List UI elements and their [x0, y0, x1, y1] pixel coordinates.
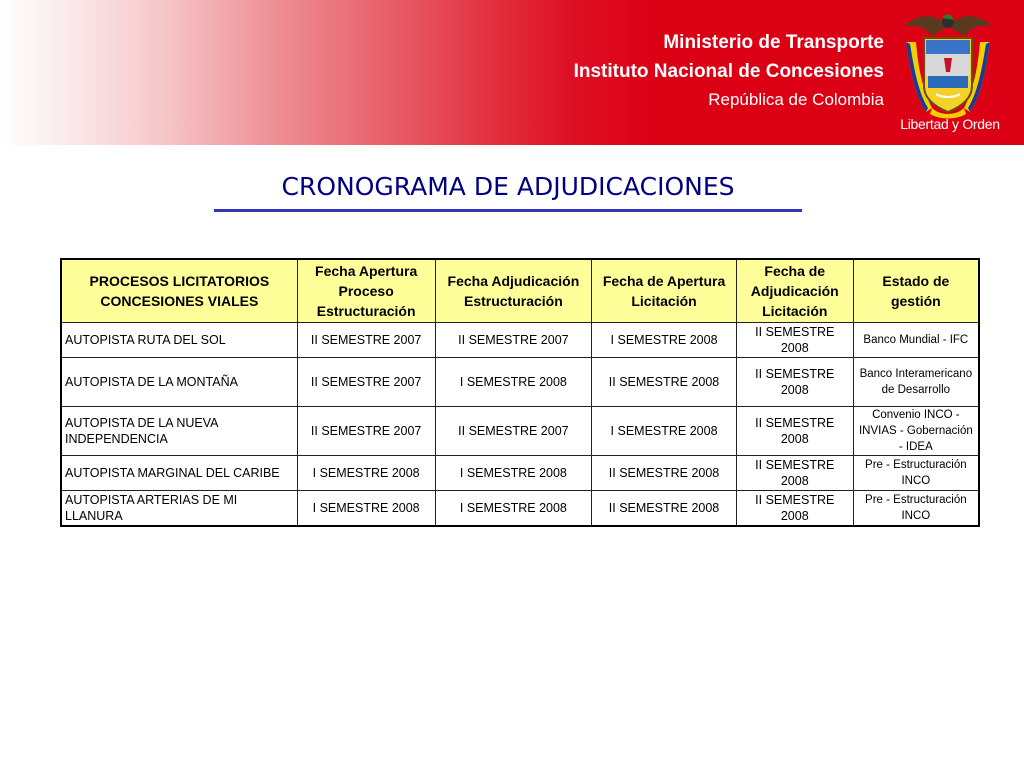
- cell-structuring-award: II SEMESTRE 2007: [435, 407, 592, 456]
- country-name: República de Colombia: [708, 90, 884, 109]
- cell-tender-award: II SEMESTRE 2008: [736, 323, 853, 358]
- cell-structuring-opening: II SEMESTRE 2007: [297, 407, 435, 456]
- cell-structuring-opening: I SEMESTRE 2008: [297, 491, 435, 527]
- cell-process: AUTOPISTA MARGINAL DEL CARIBE: [61, 456, 297, 491]
- cell-tender-award: II SEMESTRE 2008: [736, 491, 853, 527]
- cell-structuring-opening: I SEMESTRE 2008: [297, 456, 435, 491]
- cell-tender-opening: II SEMESTRE 2008: [592, 358, 737, 407]
- cell-process: AUTOPISTA DE LA MONTAÑA: [61, 358, 297, 407]
- cell-tender-opening: II SEMESTRE 2008: [592, 456, 737, 491]
- cell-tender-opening: I SEMESTRE 2008: [592, 407, 737, 456]
- cell-process: AUTOPISTA ARTERIAS DE MI LLANURA: [61, 491, 297, 527]
- schedule-table: [60, 258, 980, 527]
- cell-status: Pre - Estructuración INCO: [853, 491, 979, 527]
- column-header-tender-award: Fecha de Adjudicación Licitación: [736, 259, 853, 323]
- page-title: CRONOGRAMA DE ADJUDICACIONES: [281, 172, 735, 201]
- cell-status: Pre - Estructuración INCO: [853, 456, 979, 491]
- cell-process: AUTOPISTA DE LA NUEVA INDEPENDENCIA: [61, 407, 297, 456]
- institute-name: Instituto Nacional de Concesiones: [573, 61, 884, 82]
- cell-status: Banco Interamericano de Desarrollo: [853, 358, 979, 407]
- table-row: [61, 491, 979, 527]
- cell-process: AUTOPISTA RUTA DEL SOL: [61, 323, 297, 358]
- title-underline: [214, 209, 802, 212]
- cell-status: Banco Mundial - IFC: [853, 323, 979, 358]
- cell-tender-opening: I SEMESTRE 2008: [592, 323, 737, 358]
- column-header-tender-opening: Fecha de Apertura Licitación: [592, 259, 737, 323]
- cell-tender-award: II SEMESTRE 2008: [736, 456, 853, 491]
- cell-structuring-award: II SEMESTRE 2007: [435, 323, 592, 358]
- table-row: [61, 407, 979, 456]
- table-row: [61, 323, 979, 358]
- column-header-process: PROCESOS LICITATORIOS CONCESIONES VIALES: [61, 259, 297, 323]
- table-header-row: [61, 259, 979, 323]
- cell-status: Convenio INCO - INVIAS - Gobernación - IDEA: [853, 407, 979, 456]
- header-text: [574, 28, 884, 114]
- table-row: [61, 358, 979, 407]
- header-banner: [0, 0, 1024, 145]
- cell-structuring-award: I SEMESTRE 2008: [435, 491, 592, 527]
- cell-structuring-award: I SEMESTRE 2008: [435, 358, 592, 407]
- motto-text: Libertad y Orden: [900, 116, 1000, 132]
- cell-tender-opening: II SEMESTRE 2008: [592, 491, 737, 527]
- cell-tender-award: II SEMESTRE 2008: [736, 407, 853, 456]
- table-row: [61, 456, 979, 491]
- cell-structuring-opening: II SEMESTRE 2007: [297, 358, 435, 407]
- cell-structuring-opening: II SEMESTRE 2007: [297, 323, 435, 358]
- cell-tender-award: II SEMESTRE 2008: [736, 358, 853, 407]
- column-header-structuring-award: Fecha Adjudicación Estructuración: [435, 259, 592, 323]
- column-header-status: Estado de gestión: [853, 259, 979, 323]
- ministry-name: Ministerio de Transporte: [663, 32, 884, 53]
- column-header-structuring-opening: Fecha Apertura Proceso Estructuración: [297, 259, 435, 323]
- cell-structuring-award: I SEMESTRE 2008: [435, 456, 592, 491]
